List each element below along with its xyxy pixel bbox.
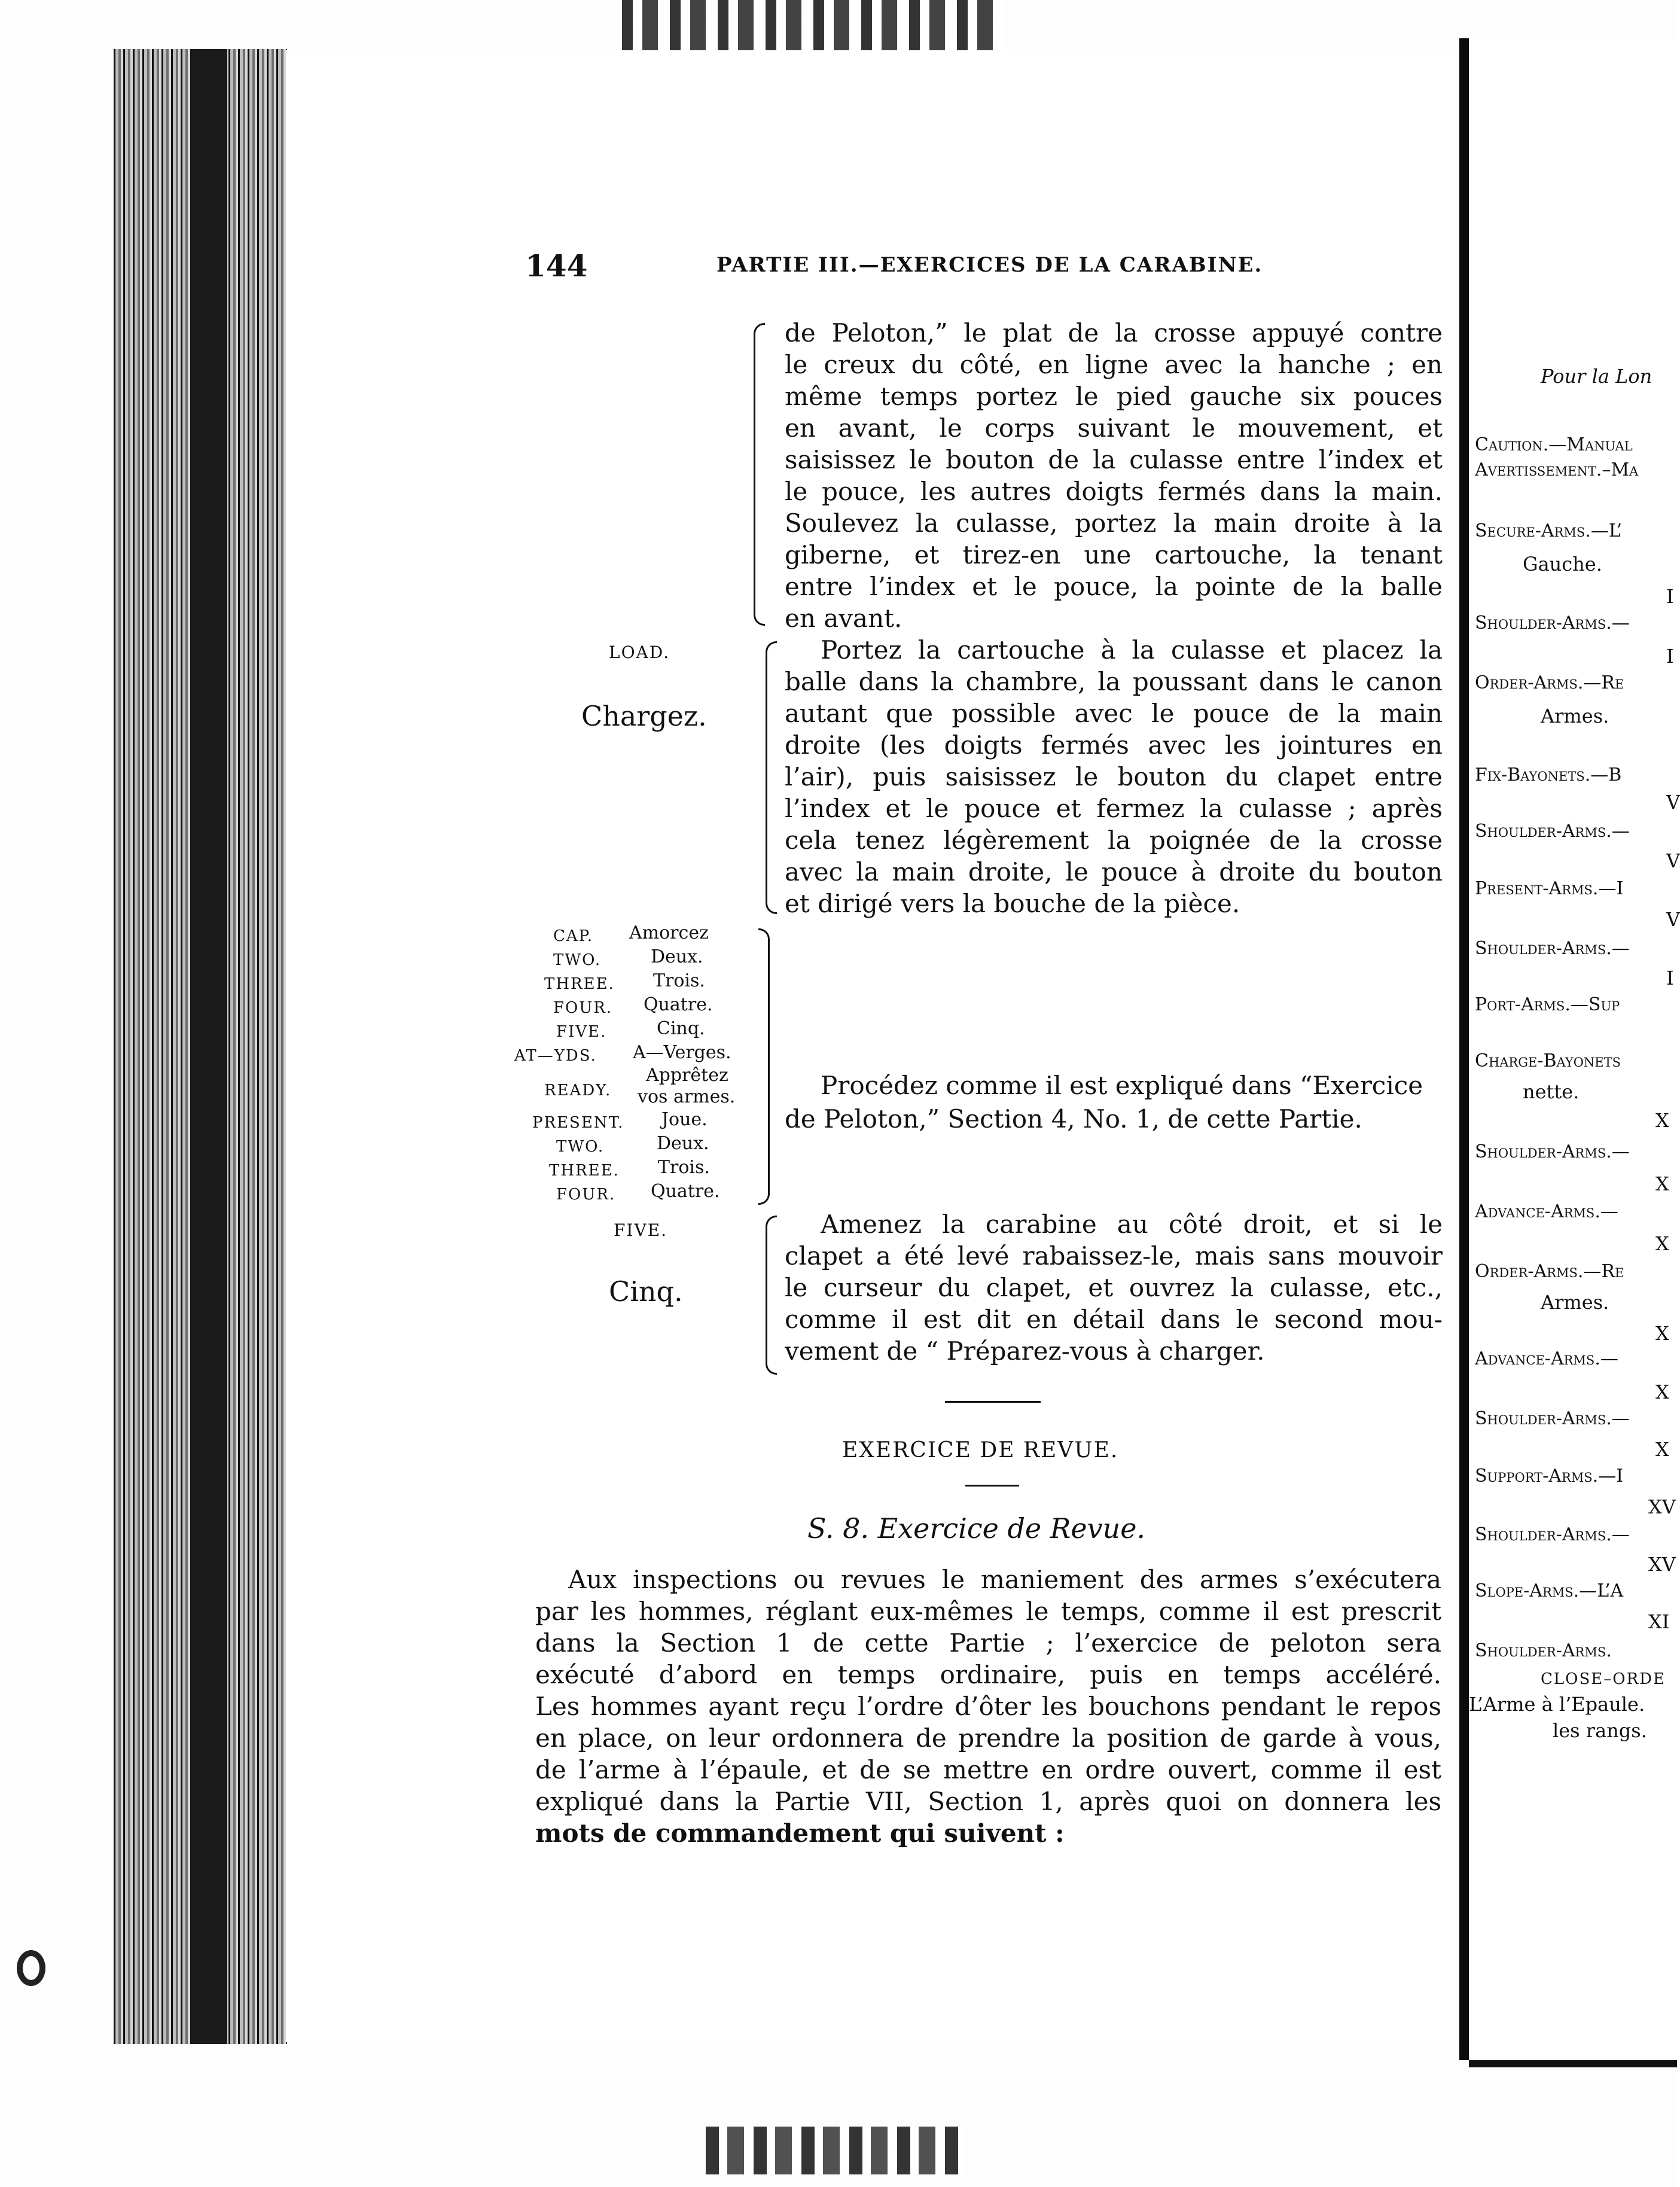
text-line: cela tenez légèrement la poignée de la crosse [785, 826, 1443, 855]
brace-load [766, 641, 777, 914]
text-line: en avant, le corps suivant le mouvement, et [785, 413, 1443, 443]
next-page-line: I [1666, 967, 1674, 989]
text-line: Les hommes ayant reçu l’ordre d’ôter les bouchons pendant le repos [535, 1692, 1441, 1721]
next-page-line: L’Arme à l’Epaule. [1469, 1693, 1645, 1716]
text-line: le pouce, les autres doigts fermés dans la main. [785, 477, 1443, 506]
command-en: PRESENT. [532, 1114, 624, 1132]
text-line: Procédez comme il est expliqué dans “Exercice [821, 1071, 1423, 1100]
next-page-line: Avertissement.–Ma [1475, 459, 1639, 480]
next-page-line: XV [1648, 1553, 1676, 1576]
next-page-line: Order-Arms.—Re [1475, 672, 1624, 693]
next-page-line: Advance-Arms.— [1475, 1201, 1618, 1222]
command-en: READY. [544, 1082, 612, 1099]
next-page-line: nette. [1523, 1080, 1580, 1103]
command-en: CAP. [553, 927, 594, 945]
next-page-line: Pour la Lon [1541, 365, 1652, 388]
next-page-line: Advance-Arms.— [1475, 1348, 1618, 1369]
next-page [1469, 38, 1680, 2060]
next-page-line: X [1655, 1109, 1669, 1132]
next-page-line: Shoulder-Arms.— [1475, 821, 1630, 842]
text-line: autant que possible avec le pouce de la main [785, 699, 1443, 728]
book-gutter [1459, 38, 1469, 2060]
brace-five [766, 1216, 777, 1375]
command-en: TWO. [553, 951, 602, 969]
command-en: AT—YDS. [514, 1047, 597, 1065]
command-en: TWO. [556, 1138, 605, 1156]
command-en: THREE. [544, 975, 615, 993]
next-page-line: X [1655, 1172, 1669, 1195]
command-en: FOUR. [556, 1186, 616, 1204]
next-page-line: Shoulder-Arms.— [1475, 613, 1630, 633]
rule-top [945, 1401, 1041, 1403]
running-head [525, 248, 1446, 284]
text-line: et dirigé vers la bouche de la pièce. [785, 889, 1240, 918]
command-fr: Trois. [658, 1157, 710, 1178]
command-fr: Joue. [661, 1109, 708, 1130]
next-page-line: X [1655, 1232, 1669, 1255]
text-line: mots de commandement qui suivent : [535, 1819, 1065, 1848]
rule-mid [965, 1485, 1019, 1487]
text-line: vement de “ Préparez-vous à charger. [785, 1336, 1265, 1366]
command-en: FOUR. [553, 999, 613, 1017]
text-line: entre l’index et le pouce, la pointe de la balle [785, 572, 1443, 601]
command-fr: Trois. [653, 970, 705, 991]
command-five: FIVE. [614, 1220, 668, 1240]
next-page-line: V [1666, 791, 1680, 814]
next-page-line: Port-Arms.—Sup [1475, 994, 1620, 1015]
command-fr: A—Verges. [633, 1042, 731, 1063]
text-line: comme il est dit en détail dans le second mou- [785, 1305, 1443, 1334]
text-line: Soulevez la culasse, portez la main droite à la [785, 508, 1443, 538]
next-page-line: CLOSE–ORDE [1541, 1670, 1666, 1688]
command-chargez: Chargez. [581, 700, 707, 732]
section-heading: EXERCICE DE REVUE. [842, 1438, 1119, 1463]
command-fr: Cinq. [657, 1018, 705, 1039]
text-line: même temps portez le pied gauche six pouces [785, 382, 1443, 411]
text-line: Aux inspections ou revues le maniement des armes s’exécutera [568, 1565, 1441, 1594]
next-page-line: Shoulder-Arms.— [1475, 1408, 1630, 1429]
text-line: dans la Section 1 de cette Partie ; l’exercice de peloton sera [535, 1628, 1441, 1658]
text-line: Amenez la carabine au côté droit, et si le [821, 1210, 1443, 1239]
next-page-line: Slope-Arms.—L’A [1475, 1580, 1624, 1601]
text-line: exécuté d’abord en temps ordinaire, puis en temps accéléré. [535, 1660, 1441, 1689]
next-page-line: Armes. [1541, 705, 1609, 727]
next-page-line: Shoulder-Arms.— [1475, 1524, 1630, 1545]
top-scan-artifact [622, 0, 1005, 51]
section-title: S. 8. Exercice de Revue. [807, 1512, 1146, 1545]
command-en: FIVE. [556, 1023, 607, 1041]
book-edge-shadow [191, 49, 227, 2044]
next-page-line: I [1666, 585, 1674, 608]
text-line: avec la main droite, le pouce à droite du bouton [785, 857, 1443, 887]
text-line: expliqué dans la Partie VII, Section 1, après quoi on donnera les [535, 1787, 1441, 1816]
next-page-line: Shoulder-Arms. [1475, 1640, 1612, 1661]
next-page-line: Shoulder-Arms.— [1475, 1141, 1630, 1162]
command-fr: Deux. [657, 1133, 709, 1154]
next-page-line: XI [1648, 1610, 1670, 1633]
brace-command-list [758, 928, 770, 1205]
next-page-line: Present-Arms.—I [1475, 878, 1624, 899]
command-en: THREE. [549, 1162, 620, 1180]
next-page-line: Armes. [1541, 1291, 1609, 1314]
text-line: le creux du côté, en ligne avec la hanche ; en [785, 350, 1443, 379]
next-page-line: Fix-Bayonets.—B [1475, 764, 1622, 785]
bottom-scan-artifact [706, 2127, 963, 2174]
text-line: en avant. [785, 604, 902, 633]
next-page-line: Support-Arms.—I [1475, 1466, 1624, 1487]
text-line: balle dans la chambre, la poussant dans le canon [785, 667, 1443, 696]
next-page-line: X [1655, 1381, 1669, 1403]
command-cinq: Cinq. [609, 1275, 683, 1308]
text-line: l’index et le pouce et fermez la culasse ; après [785, 794, 1443, 823]
running-title: PARTIE III.—EXERCICES DE LA CARABINE. [716, 253, 1263, 277]
text-line: Portez la cartouche à la culasse et placez la [821, 635, 1443, 665]
text-line: en place, on leur ordonnera de prendre la position de garde à vous, [535, 1723, 1441, 1753]
ring-mark [17, 1950, 45, 1986]
text-line: giberne, et tirez-en une cartouche, la tenant [785, 540, 1443, 569]
text-line: par les hommes, réglant eux-mêmes le temps, comme il est prescrit [535, 1597, 1441, 1626]
text-line: saisissez le bouton de la culasse entre l’index et [785, 445, 1443, 474]
command-fr: Deux. [651, 946, 703, 967]
next-page-line: V [1666, 849, 1680, 872]
text-line: le curseur du clapet, et ouvrez la culasse, etc., [785, 1273, 1443, 1302]
next-page-line: V [1666, 908, 1680, 931]
command-fr: Quatre. [644, 994, 713, 1015]
next-page-line: XV [1648, 1495, 1676, 1518]
next-page-line: les rangs. [1553, 1719, 1647, 1742]
command-fr: Apprêtez [646, 1065, 728, 1086]
text-line: de Peloton,” le plat de la crosse appuyé contre [785, 318, 1443, 348]
next-page-line: Order-Arms.—Re [1475, 1261, 1624, 1282]
text-line: de l’arme à l’épaule, et de se mettre en ordre ouvert, comme il est [535, 1755, 1441, 1784]
brace-continuation [754, 323, 765, 626]
next-page-line: Charge-Bayonets [1475, 1050, 1621, 1071]
page-number: 144 [525, 248, 588, 284]
command-fr: Quatre. [651, 1181, 720, 1202]
next-page-line: X [1655, 1438, 1669, 1461]
command-load: LOAD. [609, 642, 670, 662]
next-page-line: Gauche. [1523, 553, 1602, 575]
next-page-edge [1469, 2060, 1677, 2067]
command-fr: Amorcez [629, 922, 709, 943]
next-page-line: I [1666, 645, 1674, 668]
next-page-line: X [1655, 1322, 1669, 1345]
text-line: clapet a été levé rabaissez-le, mais sans mouvoir [785, 1241, 1443, 1271]
text-line: l’air), puis saisissez le bouton du clapet entre [785, 762, 1443, 791]
text-line: de Peloton,” Section 4, No. 1, de cette Partie. [785, 1104, 1362, 1134]
text-line: droite (les doigts fermés avec les jointures en [785, 730, 1443, 760]
command-fr-2: vos armes. [638, 1086, 736, 1107]
next-page-line: Caution.—Manual [1475, 434, 1633, 455]
next-page-line: Shoulder-Arms.— [1475, 938, 1630, 959]
next-page-line: Secure-Arms.—L’ [1475, 520, 1623, 541]
